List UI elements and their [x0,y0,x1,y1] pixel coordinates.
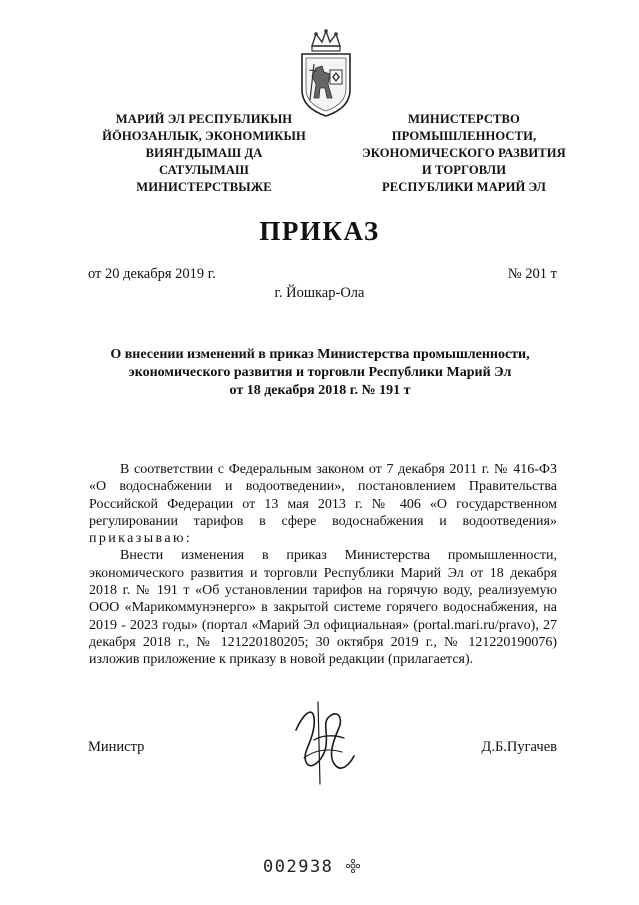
subject-line: экономического развития и торговли Республики Марий Эл [128,365,512,380]
order-number: № 201 т [507,266,557,282]
header-right-line: МИНИСТЕРСТВО [408,112,520,126]
header-right-line: ПРОМЫШЛЕННОСТИ, [391,129,537,143]
ministry-name-russian [344,111,584,196]
header-right-line: И ТОРГОВЛИ [421,163,507,177]
ministry-name-mari [88,111,320,196]
body-paragraph-preamble [89,461,557,547]
order-date: от 20 декабря 2019 г. [88,266,216,282]
body-paragraph-directive: Внести изменения в приказ Министерства промышленности, экономического развития и торговли Республики Марий Эл от 18 декабря 2018 г. № 191 т «Об установлении тарифов на горячую воду, реализуемую ООО «Марикоммунэнерго» в закрытой системе горячего водоснабжения, на 2019 - 2023 годы» (портал «Марий Эл официальная» (portal.mari.ru/pravo), 27 декабря 2018 г., № 121220180205; 30 октября 2019 г., № 121220190076) изложив приложение к приказу в новой редакции (прилагается). [89,548,557,668]
header-left-line: ВИЯҤДЫМАШ ДА [145,146,263,160]
header-left-line: ЙÖНОЗАНЛЫК, ЭКОНОМИКЫН [102,129,306,143]
order-body [89,461,557,669]
preamble-text: В соответствии с Федеральным законом от 7 декабря 2011 г. № 416-ФЗ «О водоснабжении и водоотведении», постановлением Правительства Российской Федерации от 13 мая 2013 г. № 406 «О государственном регулировании тарифов в сфере водоснабжения и водоотведения» [89,462,557,529]
order-city: г. Йошкар-Ола [274,285,365,301]
coat-of-arms-icon [296,28,356,118]
order-command-word: приказываю: [89,531,193,547]
signatory-title: Министр [88,739,145,755]
document-type-title: ПРИКАЗ [259,216,380,246]
serial-number: 002938 [263,857,334,877]
header-right-line: ЭКОНОМИЧЕСКОГО РАЗВИТИЯ [362,146,566,160]
flower-ornament-icon [345,858,361,874]
subject-line: от 18 декабря 2018 г. № 191 т [229,383,411,398]
subject-line: О внесении изменений в приказ Министерства промышленности, [110,347,530,362]
header-left-line: МИНИСТЕРСТВЫЖЕ [136,180,272,194]
signatory-name: Д.Б.Пугачев [481,739,557,755]
header-left-line: САТУЛЫМАШ [159,163,249,177]
handwritten-signature [284,700,362,786]
order-subject [70,346,570,400]
header-right-line: РЕСПУБЛИКИ МАРИЙ ЭЛ [382,180,546,194]
header-left-line: МАРИЙ ЭЛ РЕСПУБЛИКЫН [115,112,293,126]
